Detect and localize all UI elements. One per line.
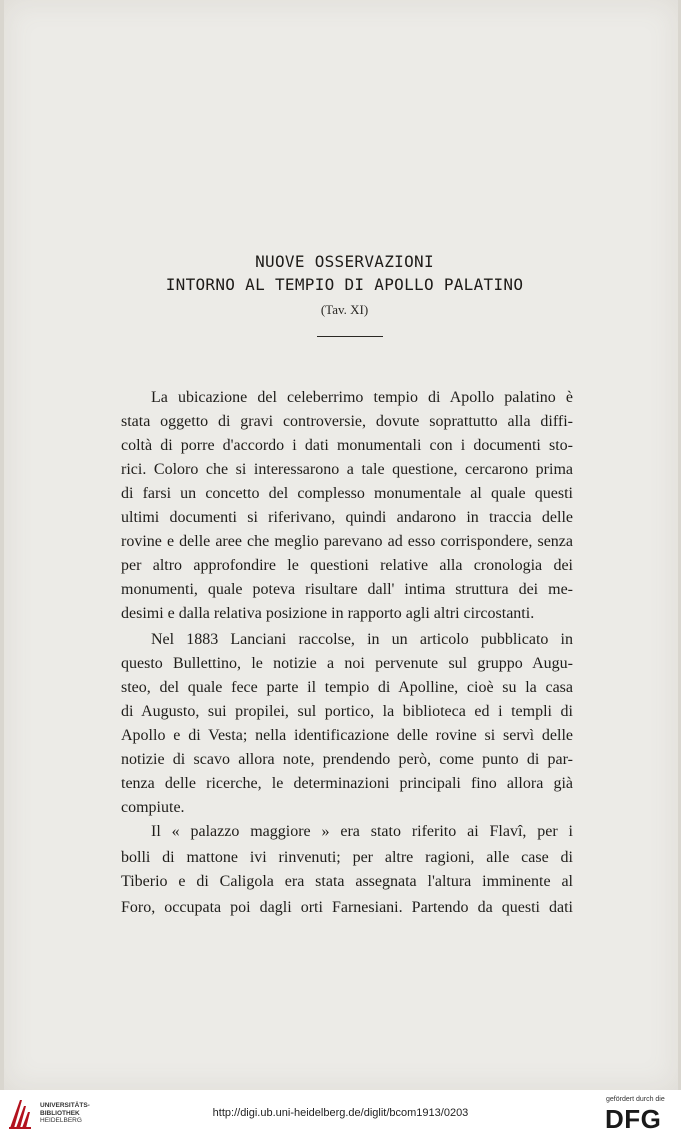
text-line: coltà di porre d'accordo i dati monumentali con i documenti sto-: [121, 437, 573, 454]
title-line-1: NUOVE OSSERVAZIONI: [255, 252, 434, 271]
text-line: rici. Coloro che si interessarono a tale questione, cercarono prima: [121, 461, 573, 478]
library-name-line: BIBLIOTHEK: [40, 1109, 80, 1117]
text-line: tenza delle ricerche, le determinazioni principali fino allora già: [121, 775, 573, 792]
text-line: La ubicazione del celeberrimo tempio di Apollo palatino è: [151, 389, 573, 406]
library-name-line: UNIVERSITÄTS-: [40, 1102, 90, 1109]
text-line: di Augusto, sui propilei, sul portico, la biblioteca ed i templi di: [121, 703, 573, 720]
text-line: Apollo e di Vesta; nella identificazione delle rovine si servì delle: [121, 727, 573, 744]
plate-reference: (Tav. XI): [320, 302, 369, 317]
text-line: rovine e delle aree che meglio parevano ad esso corrispondere, senza: [121, 533, 573, 550]
text-line: Il « palazzo maggiore » era stato riferito ai Flavî, per i: [151, 823, 573, 840]
title-line-2: INTORNO AL TEMPIO DI APOLLO PALATINO: [165, 275, 524, 294]
scanned-page: [4, 0, 678, 1090]
text-line: questo Bullettino, le notizie a noi pervenute sul gruppo Augu-: [121, 655, 573, 672]
dfg-logo[interactable]: DFG: [605, 1104, 662, 1134]
text-line: compiute.: [121, 799, 185, 816]
text-line: bolli di mattone ivi rinvenuti; per altre ragioni, alle case di: [121, 849, 573, 866]
viewer-footer: [0, 1090, 681, 1141]
text-line: Tiberio e di Caligola era stata assegnata l'altura imminente al: [121, 873, 573, 890]
text-line: stata oggetto di gravi controversie, dovute soprattutto alla diffi-: [121, 413, 573, 430]
text-line: di farsi un concetto del complesso monumentale al quale questi: [121, 485, 573, 502]
text-line: Foro, occupata poi dagli orti Farnesiani. Partendo da questi dati: [121, 899, 573, 916]
text-line: ultimi documenti si riferivano, quindi andarono in traccia delle: [121, 509, 573, 526]
text-line: per altro approfondire le questioni relative alla cronologia dei: [121, 557, 573, 574]
text-line: steo, del quale fece parte il tempio di Apolline, cioè su la casa: [121, 679, 573, 696]
text-line: monumenti, quale poteva risultare dall' intima struttura dei me-: [121, 581, 573, 598]
title-rule: [317, 336, 383, 337]
permalink-url[interactable]: http://digi.ub.uni-heidelberg.de/diglit/bcom1913/0203: [212, 1107, 469, 1119]
text-line: desimi e dalla relativa posizione in rapporto agli altri circostanti.: [121, 605, 535, 622]
library-name-line: HEIDELBERG: [40, 1117, 82, 1124]
funded-by-label: gefördert durch die: [606, 1096, 665, 1103]
text-line: notizie di scavo allora note, prendendo però, come punto di par-: [121, 751, 573, 768]
text-line: Nel 1883 Lanciani raccolse, in un articolo pubblicato in: [151, 631, 573, 648]
